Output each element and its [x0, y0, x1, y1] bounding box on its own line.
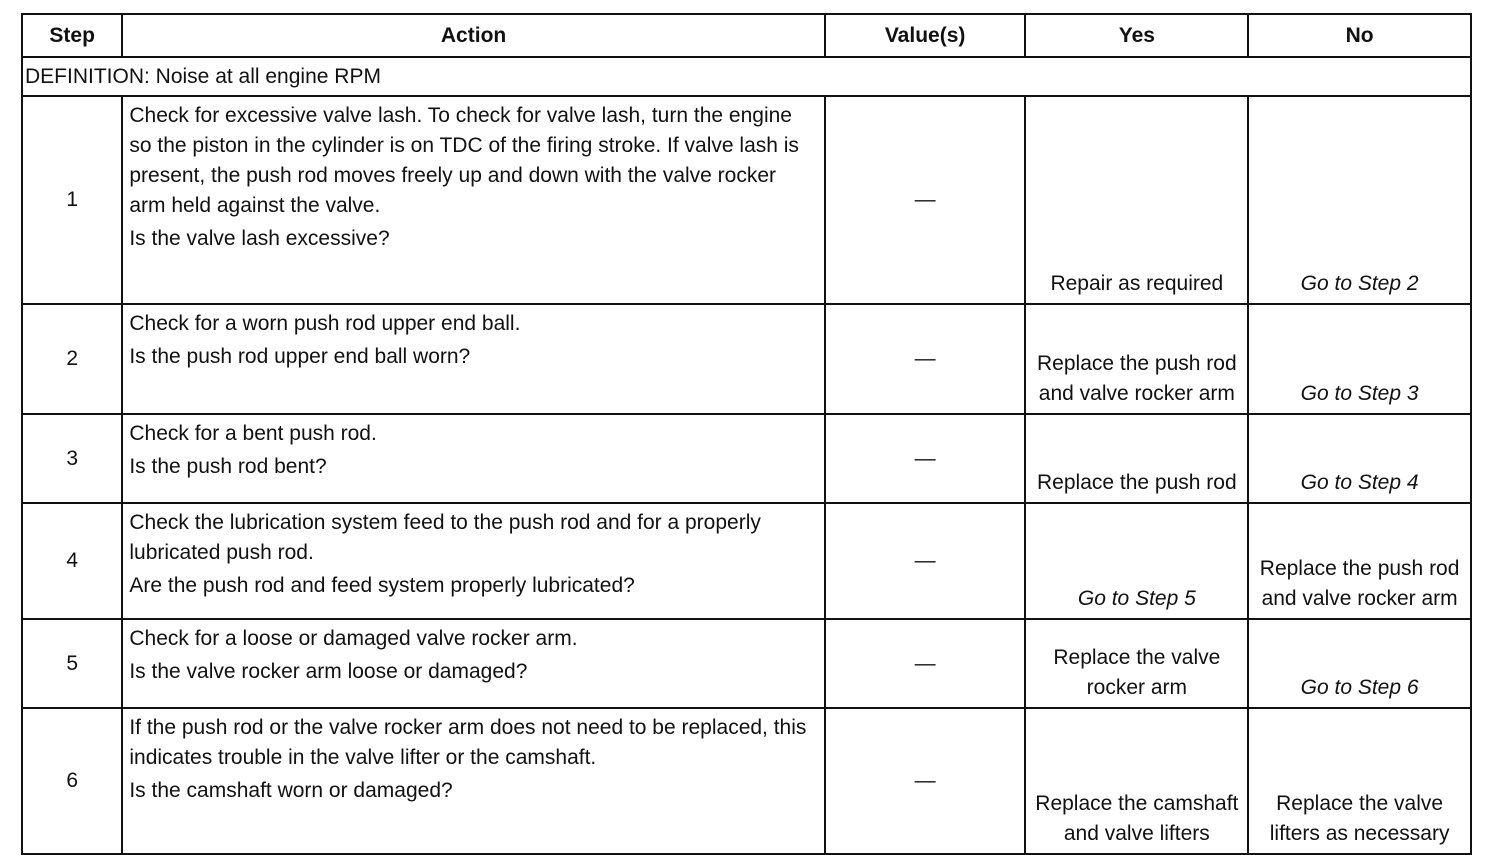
value-cell: —	[825, 708, 1026, 854]
step-number: 5	[22, 619, 122, 708]
yes-cell: Replace the camshaft and valve lifters	[1025, 708, 1248, 854]
no-cell: Go to Step 3	[1248, 304, 1471, 414]
table-row	[22, 619, 1471, 708]
action-text: Check the lubrication system feed to the push rod and for a properly lubricated push rod.	[129, 511, 761, 564]
value-cell: —	[825, 619, 1026, 708]
action-text: If the push rod or the valve rocker arm does not need to be replaced, this indicates trouble in the valve lifter or the camshaft.	[129, 716, 807, 769]
action-cell	[122, 619, 824, 708]
table-row	[22, 414, 1471, 503]
action-text: Check for a loose or damaged valve rocker arm.	[129, 627, 578, 650]
diagnostic-table	[21, 13, 1472, 855]
definition-row	[22, 57, 1471, 96]
action-cell	[122, 96, 824, 304]
no-cell: Replace the push rod and valve rocker arm	[1248, 503, 1471, 619]
action-question: Is the camshaft worn or damaged?	[129, 779, 453, 802]
definition-text: DEFINITION: Noise at all engine RPM	[22, 57, 1471, 96]
yes-cell: Replace the valve rocker arm	[1025, 619, 1248, 708]
no-cell: Go to Step 4	[1248, 414, 1471, 503]
table-row	[22, 503, 1471, 619]
yes-cell: Replace the push rod	[1025, 414, 1248, 503]
action-question: Is the push rod bent?	[129, 455, 327, 478]
value-cell: —	[825, 414, 1026, 503]
header-step: Step	[22, 14, 122, 57]
header-values: Value(s)	[825, 14, 1026, 57]
action-text: Check for excessive valve lash. To check for valve lash, turn the engine so the piston in the cylinder is on TDC of the firing stroke. If valve lash is present, the push rod moves freely up and down with the valve rocker arm held against the valve.	[129, 104, 799, 217]
yes-cell: Repair as required	[1025, 96, 1248, 304]
action-text: Check for a bent push rod.	[129, 422, 377, 445]
header-yes: Yes	[1025, 14, 1248, 57]
step-number: 3	[22, 414, 122, 503]
value-cell: —	[825, 503, 1026, 619]
yes-cell: Go to Step 5	[1025, 503, 1248, 619]
table-row	[22, 304, 1471, 414]
action-cell	[122, 708, 824, 854]
step-number: 2	[22, 304, 122, 414]
action-cell	[122, 414, 824, 503]
value-cell: —	[825, 96, 1026, 304]
no-cell: Replace the valve lifters as necessary	[1248, 708, 1471, 854]
action-cell	[122, 304, 824, 414]
step-number: 4	[22, 503, 122, 619]
action-text: Check for a worn push rod upper end ball.	[129, 312, 521, 335]
yes-cell: Replace the push rod and valve rocker arm	[1025, 304, 1248, 414]
table-row	[22, 96, 1471, 304]
action-question: Is the valve lash excessive?	[129, 227, 390, 250]
no-cell: Go to Step 6	[1248, 619, 1471, 708]
action-question: Is the valve rocker arm loose or damaged?	[129, 660, 528, 683]
header-action: Action	[122, 14, 824, 57]
step-number: 6	[22, 708, 122, 854]
header-row	[22, 14, 1471, 57]
action-question: Is the push rod upper end ball worn?	[129, 345, 471, 368]
no-cell: Go to Step 2	[1248, 96, 1471, 304]
header-no: No	[1248, 14, 1471, 57]
table-row	[22, 708, 1471, 854]
action-question: Are the push rod and feed system properly lubricated?	[129, 574, 635, 597]
step-number: 1	[22, 96, 122, 304]
value-cell: —	[825, 304, 1026, 414]
action-cell	[122, 503, 824, 619]
